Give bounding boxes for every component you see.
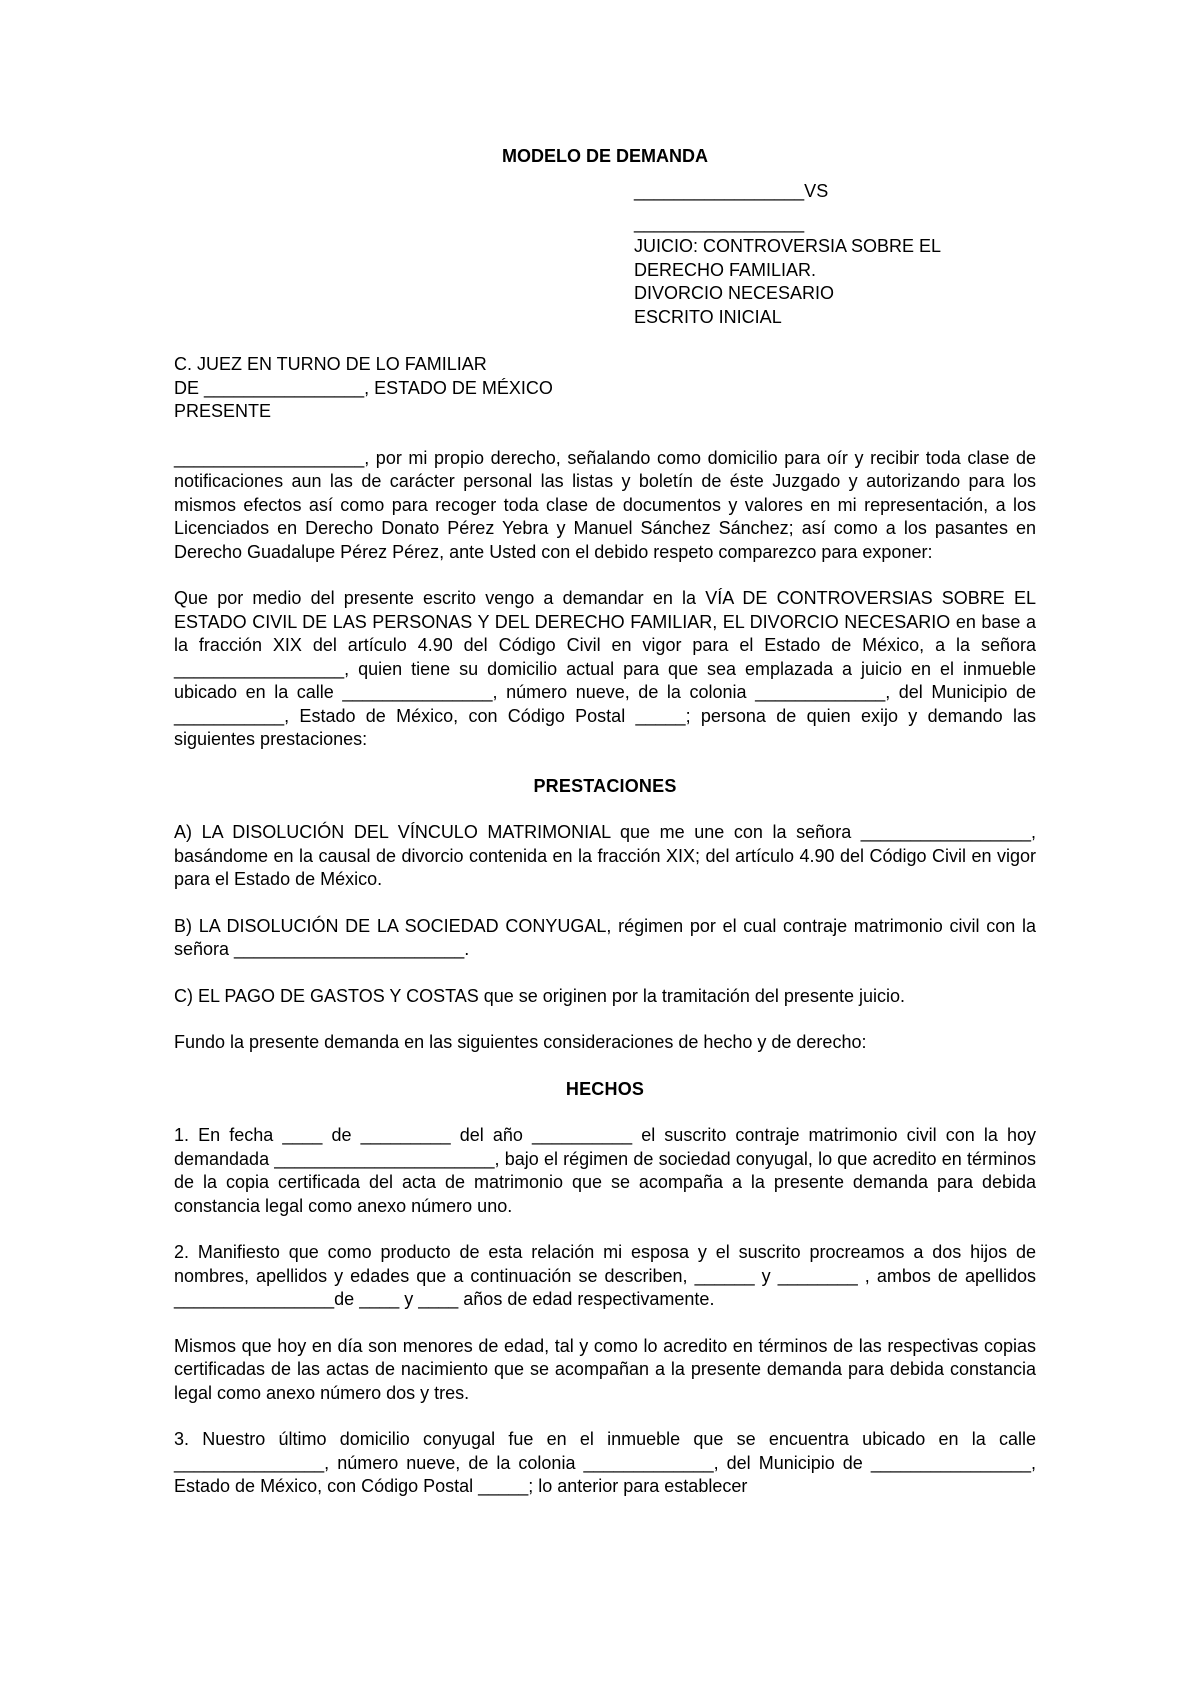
- hechos-heading: HECHOS: [565, 1078, 645, 1099]
- case-juicio-line-2: DERECHO FAMILIAR.: [634, 259, 817, 280]
- document-body: [174, 134, 1036, 1499]
- prestacion-c: C) EL PAGO DE GASTOS Y COSTAS que se originen por la tramitación del presente juicio.: [174, 985, 905, 1006]
- prestaciones-heading: PRESTACIONES: [533, 775, 677, 796]
- addressee-presente: PRESENTE: [174, 401, 272, 421]
- prestacion-b: B) LA DISOLUCIÓN DE LA SOCIEDAD CONYUGAL, régimen por el cual contraje matrimonio civil con la señora _______________________.: [174, 915, 1036, 959]
- document-title: MODELO DE DEMANDA: [502, 146, 708, 166]
- intro-paragraph: ___________________, por mi propio derecho, señalando como domicilio para oír y recibir toda clase de notificaciones aun las de carácter personal las listas y boletín de éste Juzgado y autorizando para los mismos efectos así como para recoger toda clase de documentos y valores en mi representación, a los Licenciados en Derecho Donato Pérez Yebra y Manuel Sánchez Sánchez; así como a los pasantes en Derecho Guadalupe Pérez Pérez, ante Usted con el debido respeto comparezco para exponer:: [174, 447, 1036, 562]
- addressee-judge: C. JUEZ EN TURNO DE LO FAMILIAR: [174, 354, 487, 374]
- hecho-2: 2. Manifiesto que como producto de esta relación mi esposa y el suscrito procreamos a dos hijos de nombres, apellidos y edades que a continuación se describen, ______ y ________ , ambos de apellidos ________________de ____ y ____ años de edad respectivamente.: [174, 1242, 1036, 1309]
- case-type: DIVORCIO NECESARIO: [634, 283, 835, 303]
- hecho-2-continuation: Mismos que hoy en día son menores de edad, tal y como lo acredito en términos de las respectivas copias certificadas de las actas de nacimiento que se acompañan a la presente demanda para debida constancia legal como anexo número dos y tres.: [174, 1335, 1036, 1403]
- case-vs-line: _________________VS: [634, 181, 829, 201]
- addressee-location: DE ________________, ESTADO DE MÉXICO: [174, 377, 553, 398]
- addressee-block: [174, 353, 1036, 424]
- case-blank-line: _________________: [634, 212, 805, 233]
- prestacion-a: A) LA DISOLUCIÓN DEL VÍNCULO MATRIMONIAL que me une con la señora _________________, basándome en la causal de divorcio contenida en la fracción XIX; del artículo 4.90 del Código Civil en vigor para el Estado de México.: [174, 822, 1036, 889]
- hecho-1: 1. En fecha ____ de _________ del año __________ el suscrito contraje matrimonio civil con la hoy demandada ______________________, bajo el régimen de sociedad conyugal, lo que acredito en términos de la copia certificada del acta de matrimonio que se acompaña a la presente demanda para debida constancia legal como anexo número uno.: [174, 1125, 1036, 1216]
- demand-paragraph: Que por medio del presente escrito vengo a demandar en la VÍA DE CONTROVERSIAS SOBRE EL ESTADO CIVIL DE LAS PERSONAS Y DEL DERECHO FAMILIAR, EL DIVORCIO NECESARIO en base a la fracción XIX del artículo 4.90 del Código Civil en vigor para el Estado de México, a la señora _________________, quien tiene su domicilio actual para que sea emplazada a juicio en el inmueble ubicado en la calle _______________, número nueve, de la colonia _____________, del Municipio de ___________, Estado de México, con Código Postal _____; persona de quien exijo y demando las siguientes prestaciones:: [174, 588, 1036, 749]
- case-document-type: ESCRITO INICIAL: [634, 306, 782, 327]
- case-juicio-line-1: JUICIO: CONTROVERSIA SOBRE EL: [634, 236, 942, 256]
- fundamento-paragraph: Fundo la presente demanda en las siguientes consideraciones de hecho y de derecho:: [174, 1032, 867, 1052]
- case-caption: [634, 180, 1036, 329]
- hecho-3: 3. Nuestro último domicilio conyugal fue en el inmueble que se encuentra ubicado en la calle _______________, número nueve, de la colonia _____________, del Municipio de ________________, Estado de México, con Código Postal _____; lo anterior para establecer: [174, 1429, 1036, 1496]
